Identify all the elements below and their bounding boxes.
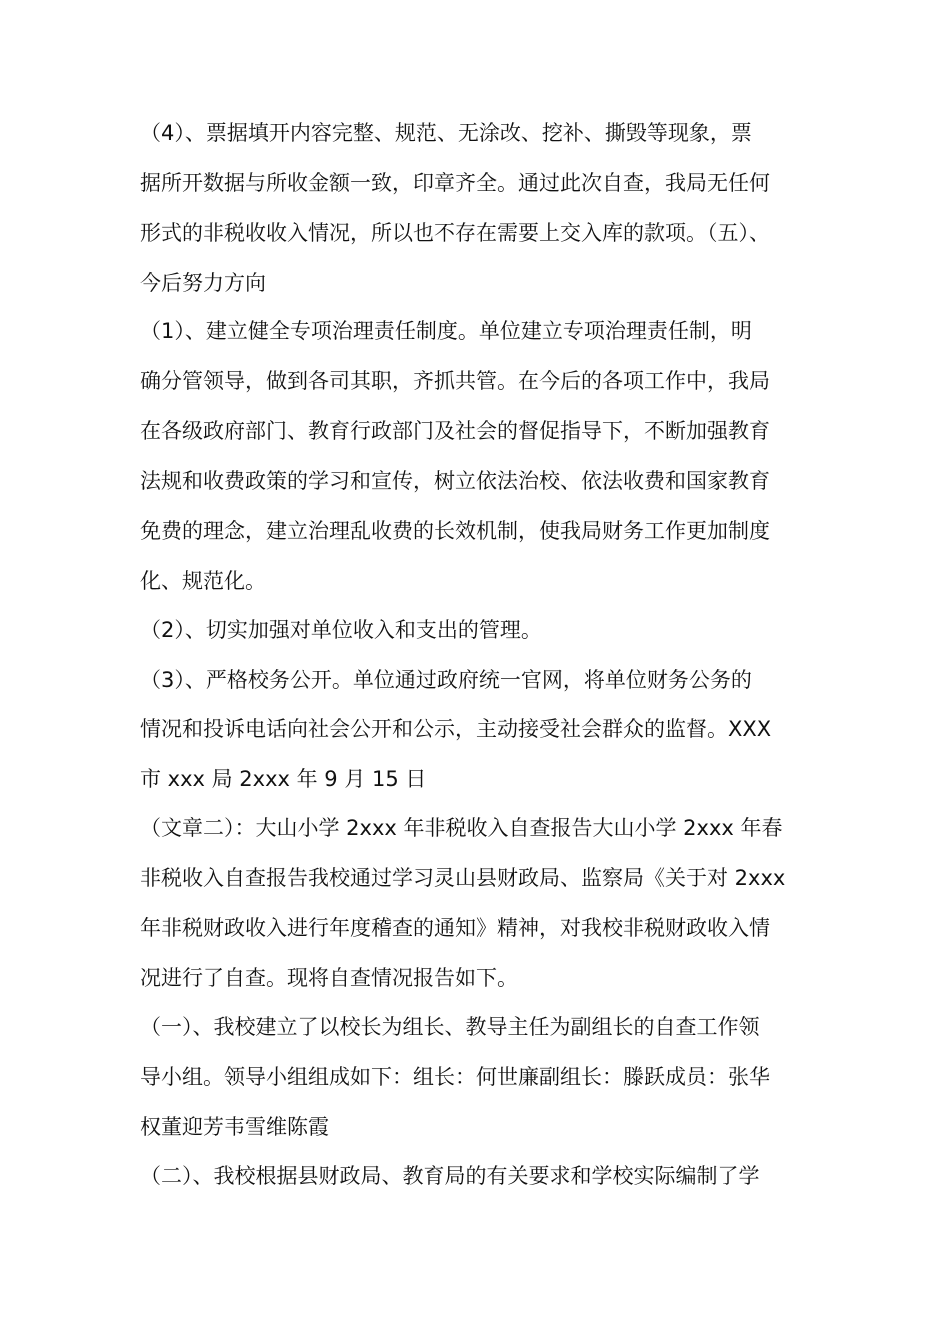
text-line: 在各级政府部门、教育行政部门及社会的督促指导下，不断加强教育 [140, 419, 770, 443]
text-line: 化、规范化。 [140, 569, 266, 593]
text-line: 导小组。领导小组组成如下：组长：何世廉副组长：滕跃成员：张华 [140, 1065, 770, 1089]
text-line: （3）、严格校务公开。单位通过政府统一官网，将单位财务公务的 [140, 668, 752, 692]
text-line: 据所开数据与所收金额一致，印章齐全。通过此次自查，我局无任何 [140, 171, 770, 195]
text-line: （2）、切实加强对单位收入和支出的管理。 [140, 618, 542, 642]
text-line: 免费的理念，建立治理乱收费的长效机制，使我局财务工作更加制度 [140, 519, 770, 543]
text-line: 法规和收费政策的学习和宣传，树立依法治校、依法收费和国家教育 [140, 469, 770, 493]
text-line: 权董迎芳韦雪维陈霞 [140, 1115, 329, 1139]
text-line: 非税收入自查报告我校通过学习灵山县财政局、监察局《关于对 2xxx [140, 866, 786, 890]
text-line: 确分管领导，做到各司其职，齐抓共管。在今后的各项工作中，我局 [140, 369, 770, 393]
text-line: 市 xxx 局 2xxx 年 9 月 15 日 [140, 767, 427, 791]
text-line: （1）、建立健全专项治理责任制度。单位建立专项治理责任制，明 [140, 319, 752, 343]
text-line: 形式的非税收收入情况，所以也不存在需要上交入库的款项。（五）、 [140, 221, 770, 245]
text-line: （4）、票据填开内容完整、规范、无涂改、挖补、撕毁等现象，票 [140, 121, 752, 145]
text-line: （二）、我校根据县财政局、教育局的有关要求和学校实际编制了学 [140, 1164, 760, 1188]
text-line: （一）、我校建立了以校长为组长、教导主任为副组长的自查工作领 [140, 1015, 760, 1039]
text-line: 今后努力方向 [140, 271, 266, 295]
text-line: （文章二）：大山小学 2xxx 年非税收入自查报告大山小学 2xxx 年春 [140, 816, 783, 840]
text-line: 年非税财政收入进行年度稽查的通知》精神，对我校非税财政收入情 [140, 916, 770, 940]
text-line: 况进行了自查。现将自查情况报告如下。 [140, 966, 518, 990]
text-line: 情况和投诉电话向社会公开和公示，主动接受社会群众的监督。XXX [140, 717, 772, 741]
